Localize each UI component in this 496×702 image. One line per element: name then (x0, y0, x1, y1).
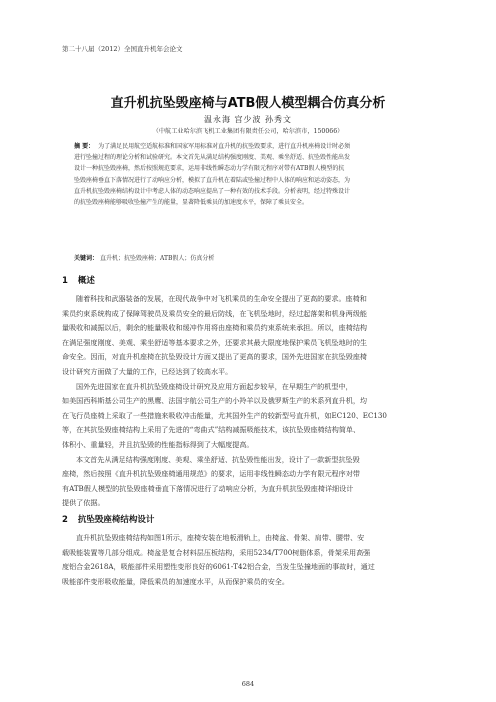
paragraph-line: 体积小、重量轻，并且抗坠毁的性能指标得到了大幅度提高。 (62, 439, 254, 449)
paragraph-line: 在满足强度刚度、美观、乘坐舒适等基本要求之外，还要求其最大限度地保护乘员飞机坠地时的生 (62, 337, 368, 347)
section-number: 1 (62, 276, 68, 286)
section-heading-2 (62, 513, 154, 525)
paragraph-line: 命安全。因而，对直升机座椅在抗坠毁设计方面又提出了更高的要求，国外先进国家在抗坠毁座椅 (62, 352, 368, 362)
paragraph-line: 有ATB假人模型的抗坠毁座椅垂直下落情况进行了动响应分析，为直升机抗坠毁座椅详细设计 (62, 483, 354, 493)
keywords (74, 253, 420, 262)
section-2-body (62, 531, 436, 589)
section-title: 概述 (77, 276, 95, 286)
paragraph-line: 乘员约束系统构成了保障驾驶员及乘员安全的最后防线，在飞机坠地时，经过起落架和机身两级能 (62, 308, 368, 318)
authors: 温永海 宫少波 孙秀文 (203, 115, 293, 124)
paragraph-line: 座椅，然后按照《直升机抗坠毁座椅通用规范》的要求，运用非线性瞬态动力学有限元程序对带 (62, 469, 360, 479)
abstract-line (74, 141, 420, 152)
abstract-line: 设计一种抗坠毁座椅，然后按照规范要求，运用非线性瞬态动力学有限元程序对带有ATB假人模型的抗 (74, 165, 345, 173)
abstract-line: 直升机抗坠毁座椅结构设计中考虑人体的动态响应提出了一种有效的技术手段。分析表明，经过特殊设计 (74, 187, 351, 195)
abstract-label: 摘 要： (74, 143, 95, 150)
running-head: 第二十八届（2012）全国直升机年会论文 (62, 45, 183, 53)
paragraph-line: 如美国西科斯基公司生产的黑鹰、法国宇航公司生产的小羚羊以及俄罗斯生产的米系列直升机，均 (62, 396, 368, 406)
paragraph-line: 在飞行员座椅上采取了一些措施来吸收冲击能量，尤其国外生产的较新型号直升机，如EC120、EC130 (62, 410, 387, 420)
paragraph-line: 提供了依据。 (62, 498, 105, 508)
paragraph-line: 直升机抗坠毁座椅结构如图1所示，座椅安装在地板滑轨上，由椅盆、骨架、肩带、腰带、安 (76, 533, 365, 542)
paper-title: 直升机抗坠毁座椅与ATB假人模型耦合仿真分析 (110, 96, 386, 111)
section-heading-1 (62, 274, 95, 286)
keywords-text: 直升机；抗坠毁座椅；ATB假人；仿真分析 (100, 255, 215, 262)
paragraph-line: 度铝合金2618A，吸能部件采用塑性变形良好的6061-T42铝合金，当发生坠撞地面的事故时，通过 (62, 562, 375, 572)
paragraph-line: 本文首先从满足结构强度刚度、美观、乘坐舒适、抗坠毁性能出发，设计了一款新型抗坠毁 (76, 454, 360, 464)
paragraph-line: 设计研究方面做了大量的工作，已经达到了较高水平。 (62, 366, 233, 376)
affiliation: （中航工业哈尔滨飞机工业集团有限责任公司，哈尔滨市，150066） (152, 128, 344, 135)
paragraph-line: 国外先进国家在直升机抗坠毁座椅设计研究及应用方面起步较早，在早期生产的机型中， (76, 381, 353, 391)
paragraph-line: 量吸收和减振以后，剩余的能量吸收和缓冲作用将由座椅和乘员约束系统来承担。所以，座椅结构 (62, 323, 368, 333)
keywords-label: 关键词： (74, 255, 99, 262)
paragraph-line: 等，在其抗坠毁座椅结构上采用了先进的“弯曲式”结构减振吸能技术，该抗坠毁座椅结构简单、 (62, 425, 361, 435)
abstract-line: 坠毁座椅垂直下落情况进行了动响应分析，模拟了直升机在着陆或坠撞过程中人体的响应和运动姿态，为 (74, 176, 351, 184)
section-title: 抗坠毁座椅结构设计 (77, 515, 155, 525)
paragraph-line: 随着科技和武器装备的发展，在现代战争中对飞机乘员的生命安全提出了更高的要求。座椅和 (76, 294, 367, 303)
abstract (74, 141, 420, 208)
abstract-line: 进行坠撞过程的理论分析和试验研究。本文首先从满足结构强度刚度、美观、乘坐舒适、抗坠毁性能出发 (74, 154, 351, 162)
section-1-body (62, 292, 436, 511)
paragraph-line: 吸能部件变形吸收能量，降低乘员的加速度水平，从而保护乘员的安全。 (62, 576, 289, 586)
section-number: 2 (62, 515, 68, 525)
page-number: 684 (241, 680, 255, 688)
paragraph-line: 载吸能装置等几部分组成。椅盆是复合材料层压板结构，采用5234/T700树脂体系，骨架采用高强 (62, 547, 371, 557)
abstract-line: 的抗坠毁座椅能够吸收坠撞产生的能量，显著降低乘员的加速度水平，保障了乘员安全。 (74, 198, 309, 206)
abstract-text: 为了满足民用航空适航标准和国家军用标准对直升机的抗坠毁要求，进行直升机座椅设计时必须 (98, 143, 351, 150)
